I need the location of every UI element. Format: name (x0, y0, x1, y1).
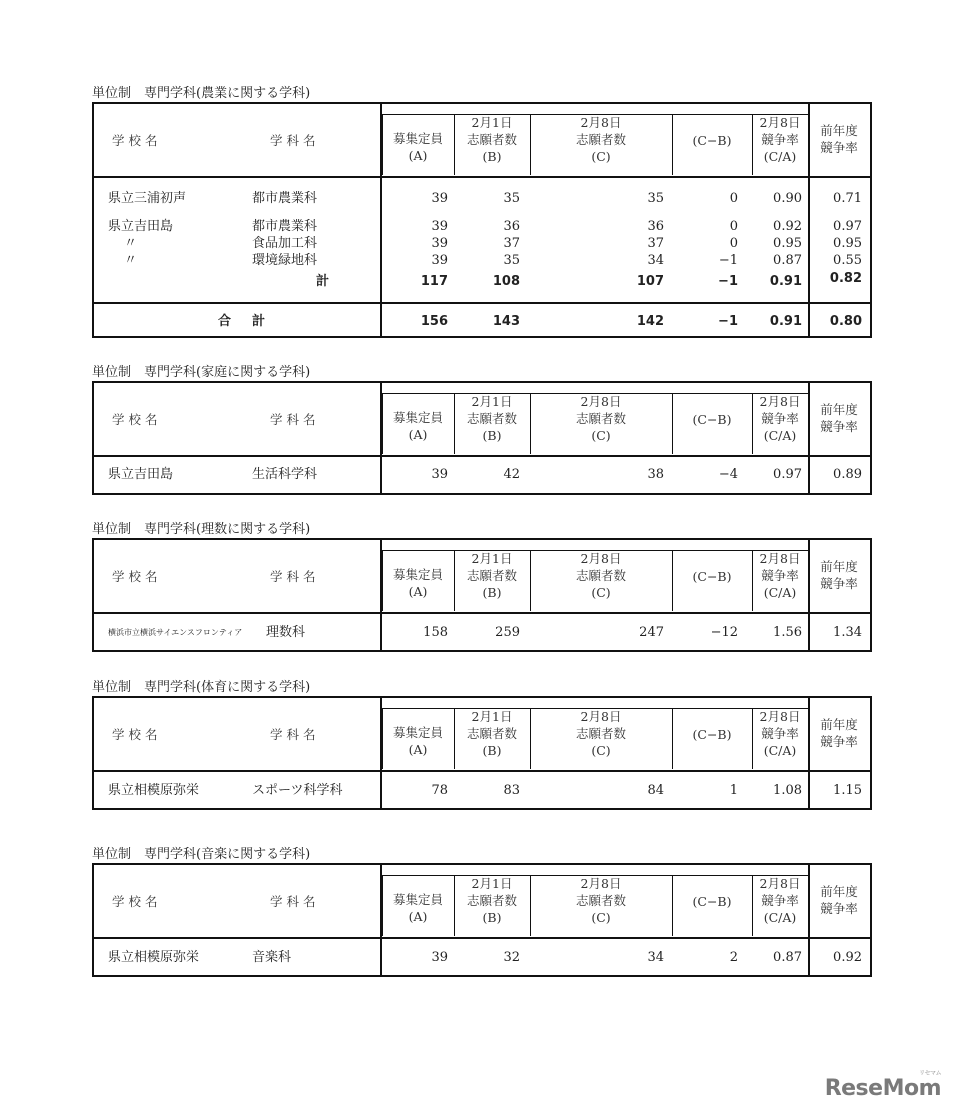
table-row: 横浜市立横浜サイエンスフロンティア 理数科 158 259 247 −12 1.56 1.34 (108, 625, 862, 640)
grand-total-row: 合 計 156 143 142 −1 0.91 0.80 (94, 302, 870, 340)
section-title: 単位制 専門学科(音楽に関する学科) (92, 847, 311, 862)
table-row: 〃 食品加工科 39 37 37 0 0.95 0.95 (124, 236, 862, 251)
table-row: 県立吉田島 都市農業科 39 36 36 0 0.92 0.97 (108, 219, 862, 234)
table-agriculture (92, 102, 872, 338)
table-physical-education: 学 校 名 学 科 名 募集定員 (A) 2月1日 志願者数 (B) 2月8日 志願者数 (C) (C−B) 2月8日 競争率 (C/A) 前年度 競争率 県立相模原弥栄 スポーツ科学科 78 83 84 1 1.08 1.15 (92, 696, 872, 810)
section-title: 単位制 専門学科(農業に関する学科) (92, 86, 311, 101)
table-science: 学 校 名 学 科 名 募集定員 (A) 2月1日 志願者数 (B) 2月8日 志願者数 (C) (C−B) 2月8日 競争率 (C/A) 前年度 競争率 横浜市立横浜サイエンスフロンティア 理数科 158 259 247 −12 1.56 1.34 (92, 538, 872, 652)
header-dept: 学 科 名 (270, 133, 316, 148)
table-row: 〃 環境緑地科 39 35 34 −1 0.87 0.55 (124, 253, 862, 268)
header-rate: 2月8日 競争率 (C/A) (759, 115, 801, 164)
table-row: 県立相模原弥栄 スポーツ科学科 78 83 84 1 1.08 1.15 (108, 783, 862, 798)
header-capacity: 募集定員 (A) (392, 131, 443, 163)
table-row: 県立三浦初声 都市農業科 39 35 35 0 0.90 0.71 (108, 191, 862, 206)
table-row: 県立吉田島 生活科学科 39 42 38 −4 0.97 0.89 (108, 467, 862, 482)
subtotal-row: 計 117 108 107 −1 0.91 0.82 (316, 271, 862, 289)
resemom-watermark-logo: リセマム ReseMom (824, 1070, 941, 1101)
grand-total-label: 合 計 (218, 314, 270, 329)
section-title: 単位制 専門学科(理数に関する学科) (92, 522, 311, 537)
header-diff: (C−B) (692, 133, 732, 148)
table-header (94, 104, 870, 178)
table-music: 学 校 名 学 科 名 募集定員 (A) 2月1日 志願者数 (B) 2月8日 志願者数 (C) (C−B) 2月8日 競争率 (C/A) 前年度 競争率 県立相模原弥栄 音楽科 39 32 34 2 0.87 0.92 (92, 863, 872, 977)
table-home-economics: 学 校 名 学 科 名 募集定員 (A) 2月1日 志願者数 (B) 2月8日 志願者数 (C) (C−B) 2月8日 競争率 (C/A) 前年度 競争率 県立吉田島 生活科学科 39 42 38 −4 0.97 0.89 (92, 381, 872, 495)
table-row: 県立相模原弥栄 音楽科 39 32 34 2 0.87 0.92 (108, 950, 862, 965)
header-feb8: 2月8日 志願者数 (C) (575, 115, 626, 164)
header-prev: 前年度 競争率 (820, 123, 858, 155)
section-title: 単位制 専門学科(家庭に関する学科) (92, 365, 311, 380)
section-title: 単位制 専門学科(体育に関する学科) (92, 680, 311, 695)
header-feb1: 2月1日 志願者数 (B) (466, 115, 517, 164)
table-body (94, 178, 870, 302)
header-school: 学 校 名 (112, 133, 158, 148)
